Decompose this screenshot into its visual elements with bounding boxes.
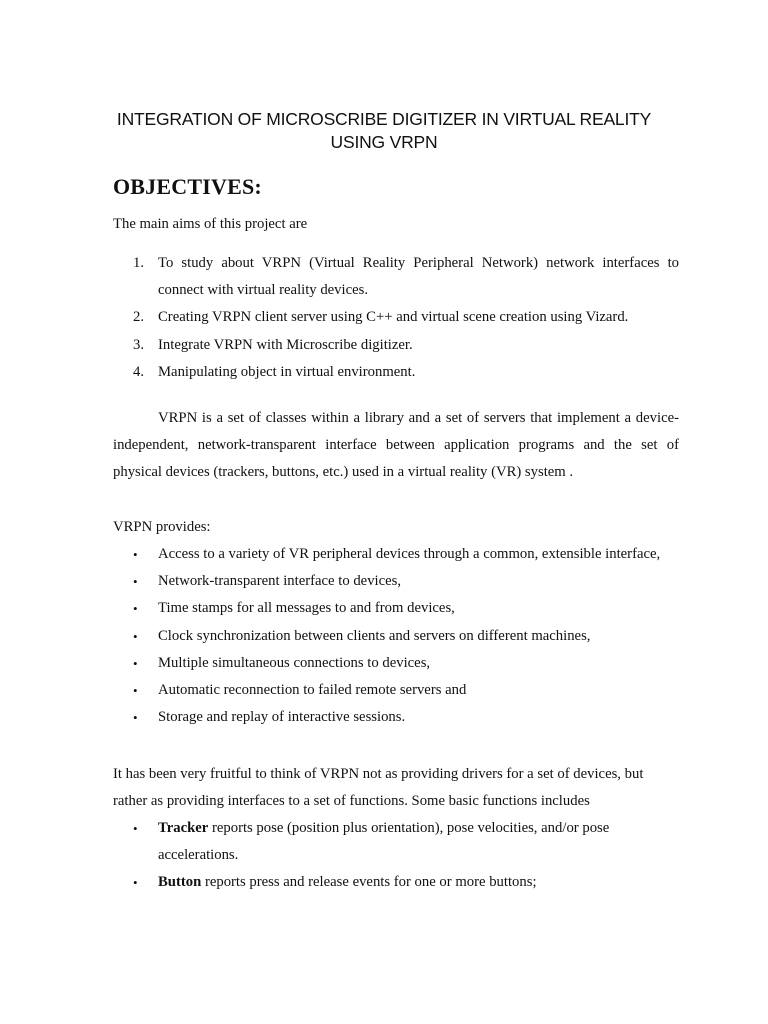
objective-number: 4. [133, 363, 145, 380]
vrpn-description-paragraph: VRPN is a set of classes within a library and a set of servers that implement a device-independent, network-transparent interface between application programs and the set of physical devices (trackers, buttons, etc.) used in a virtual reality (VR) system . [113, 410, 679, 481]
bullet-icon: • [133, 710, 138, 726]
list-item [113, 568, 679, 595]
bullet-icon: • [133, 821, 138, 836]
function-term: Button [158, 874, 202, 891]
bullet-icon: • [133, 655, 138, 671]
list-item [113, 869, 679, 896]
objective-item [113, 332, 679, 359]
objective-number: 1. [133, 255, 145, 271]
title-line-1: INTEGRATION OF MICROSCRIBE DIGITIZER IN VIRTUAL REALITY [116, 109, 652, 129]
list-item-text: Network-transparent interface to devices, [158, 573, 402, 590]
list-item [113, 623, 679, 650]
objective-item [113, 250, 679, 304]
objective-item [113, 359, 679, 386]
function-description: reports press and release events for one or more buttons; [201, 874, 537, 891]
intro-text: The main aims of this project are [113, 216, 308, 232]
list-item [113, 815, 679, 869]
objective-text: Manipulating object in virtual environment. [158, 363, 416, 380]
function-term: Tracker [158, 820, 209, 836]
bullet-icon: • [133, 601, 138, 617]
objective-text: Integrate VRPN with Microscribe digitizer. [158, 336, 413, 353]
list-item-text: Access to a variety of VR peripheral devices through a common, extensible interface, [158, 546, 661, 562]
functions-list [113, 815, 679, 897]
list-item-text: Storage and replay of interactive sessions. [158, 709, 406, 726]
objective-number: 2. [133, 309, 145, 326]
list-item [113, 704, 679, 731]
list-item [113, 595, 679, 622]
list-item-text: Time stamps for all messages to and from devices, [158, 600, 455, 617]
bullet-icon: • [133, 628, 138, 644]
bullet-icon: • [133, 683, 138, 699]
list-item-text: Automatic reconnection to failed remote servers and [158, 682, 467, 699]
bullet-icon: • [133, 547, 138, 562]
list-item [113, 650, 679, 677]
list-item-text: Clock synchronization between clients and servers on different machines, [158, 627, 591, 644]
list-item-text: Multiple simultaneous connections to devices, [158, 654, 431, 671]
list-item [113, 677, 679, 704]
vrpn-provides-label: VRPN provides: [113, 519, 211, 535]
title-line-2: USING VRPN [330, 132, 438, 152]
objective-item [113, 304, 679, 331]
objective-text: To study about VRPN (Virtual Reality Peripheral Network) network interfaces to connect with virtual reality devices. [158, 255, 679, 299]
document-title [0, 108, 768, 154]
function-description: reports pose (position plus orientation), pose velocities, and/or pose accelerations. [158, 820, 610, 864]
bullet-icon: • [133, 875, 138, 891]
functions-paragraph: It has been very fruitful to think of VRPN not as providing drivers for a set of devices, but rather as providing interfaces to a set of functions. Some basic functions includes [113, 766, 644, 810]
objectives-heading: OBJECTIVES: [113, 174, 262, 199]
objectives-list [113, 250, 679, 386]
objective-text: Creating VRPN client server using C++ and virtual scene creation using Vizard. [158, 309, 629, 326]
vrpn-provides-list [113, 541, 679, 731]
objective-number: 3. [133, 336, 145, 353]
list-item [113, 541, 679, 568]
bullet-icon: • [133, 574, 138, 590]
